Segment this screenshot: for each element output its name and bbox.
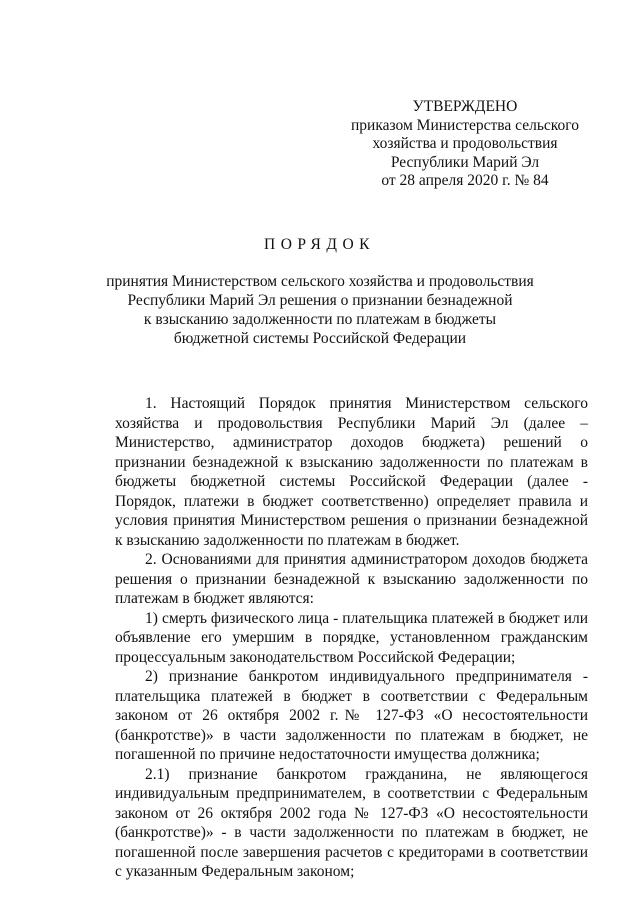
subtitle-line: к взысканию задолженности по платежам в бюджеты xyxy=(143,311,497,328)
approval-republic-line: Республики Марий Эл xyxy=(390,153,540,171)
subtitle-line: бюджетной системы Российской Федерации xyxy=(173,330,467,347)
document-title: ПОРЯДОК xyxy=(264,236,375,253)
approval-date-line: от 28 апреля 2020 г. № 84 xyxy=(381,172,549,189)
paragraph-2: 2. Основаниями для принятия администратором доходов бюджета решения о признании безнадежной к взысканию задолженности по платежам в бюджет являются: xyxy=(115,551,588,607)
document-subtitle xyxy=(100,272,540,348)
document-body xyxy=(115,394,588,882)
paragraph-1: 1. Настоящий Порядок принятия Министерством сельского хозяйства и продовольствия Республики Марий Эл (далее – Министерство, администратор доходов бюджета) решений о признании безнадежной к взысканию задолженности по платежам в бюджеты бюджетной системы Российской Федерации (далее - Порядок, платежи в бюджет соответственно) определяет правила и условия принятия Министерством решения о признании безнадежной к взысканию задолженности по платежам в бюджет. xyxy=(115,395,588,549)
paragraph-2-item-2-1: 2.1) признание банкротом гражданина, не являющегося индивидуальным предпринимателем, в соответствии с Федеральным законом от 26 октября 2002 года № 127-ФЗ «О несостоятельности (банкротстве)» - в части задолженности по платежам в бюджет, не погашенной после завершения расчетов с кредиторами в соответствии с указанным Федеральным законом; xyxy=(115,765,588,880)
approval-heading: УТВЕРЖДЕНО xyxy=(412,98,518,115)
paragraph-2-item-2: 2) признание банкротом индивидуального предпринимателя - плательщика платежей в бюджет в соответствии с Федеральным законом от 26 октября 2002 г.№ 127-ФЗ «О несостоятельности (банкротстве)» в части задолженности по платежам в бюджет, не погашенной по причине недостаточности имущества должника; xyxy=(115,668,588,763)
subtitle-line: Республики Марий Эл решения о признании безнадежной xyxy=(127,292,513,309)
approval-ministry-line: хозяйства и продовольствия xyxy=(372,135,558,152)
subtitle-line: принятия Министерством сельского хозяйства и продовольствия xyxy=(106,273,534,290)
paragraph-2-item-1: 1) смерть физического лица - плательщика платежей в бюджет или объявление его умершим в порядке, установленном гражданским процессуальным законодательством Российской Федерации; xyxy=(115,609,588,666)
approval-order-line: приказом Министерства сельского xyxy=(350,116,579,134)
approval-block xyxy=(330,98,600,191)
